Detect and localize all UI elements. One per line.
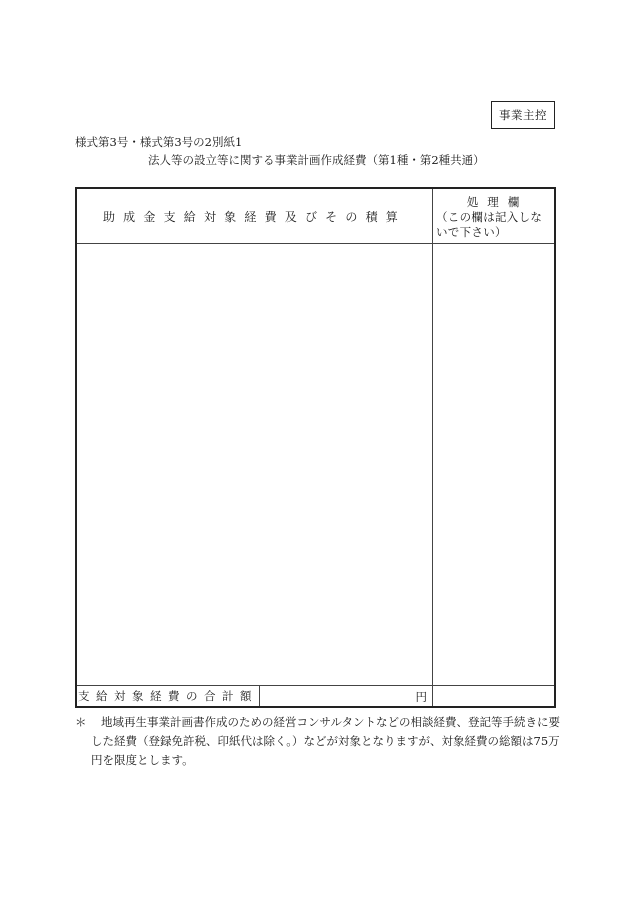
yen-unit-label: 円 — [415, 690, 427, 704]
total-amount-field[interactable] — [260, 686, 432, 706]
processing-column-header — [433, 189, 554, 243]
total-row-label — [77, 686, 260, 706]
footnote-asterisk: ＊ — [75, 715, 87, 729]
footnote — [75, 713, 563, 770]
expense-details-entry-area[interactable] — [77, 244, 432, 685]
form-title: 法人等の設立等に関する事業計画作成経費（第1種・第2種共通） — [148, 153, 485, 167]
footnote-text: 地域再生事業計画書作成のための経営コンサルタントなどの相談経費、登記等手続きに要した経費（登録免許税、印紙代は除く。）などが対象となりますが、対象経費の総額は75万円を限度とします。 — [91, 715, 560, 767]
copy-type-stamp-box — [491, 101, 555, 129]
form-number: 様式第3号・様式第3号の2別紙1 — [75, 135, 243, 149]
processing-column-area — [433, 244, 554, 685]
main-column-header-text: 助成金支給対象経費及びその積算 — [102, 209, 406, 224]
expense-form-table — [75, 187, 556, 708]
total-processing-cell — [433, 686, 554, 706]
processing-column-title: 処理欄 — [466, 195, 529, 209]
main-column-header — [77, 189, 432, 243]
copy-type-label: 事業主控 — [499, 108, 547, 122]
total-row-label-text: 支給対象経費の合計額 — [78, 689, 258, 703]
processing-column-note: （この欄は記入しないで下さい） — [436, 210, 543, 239]
